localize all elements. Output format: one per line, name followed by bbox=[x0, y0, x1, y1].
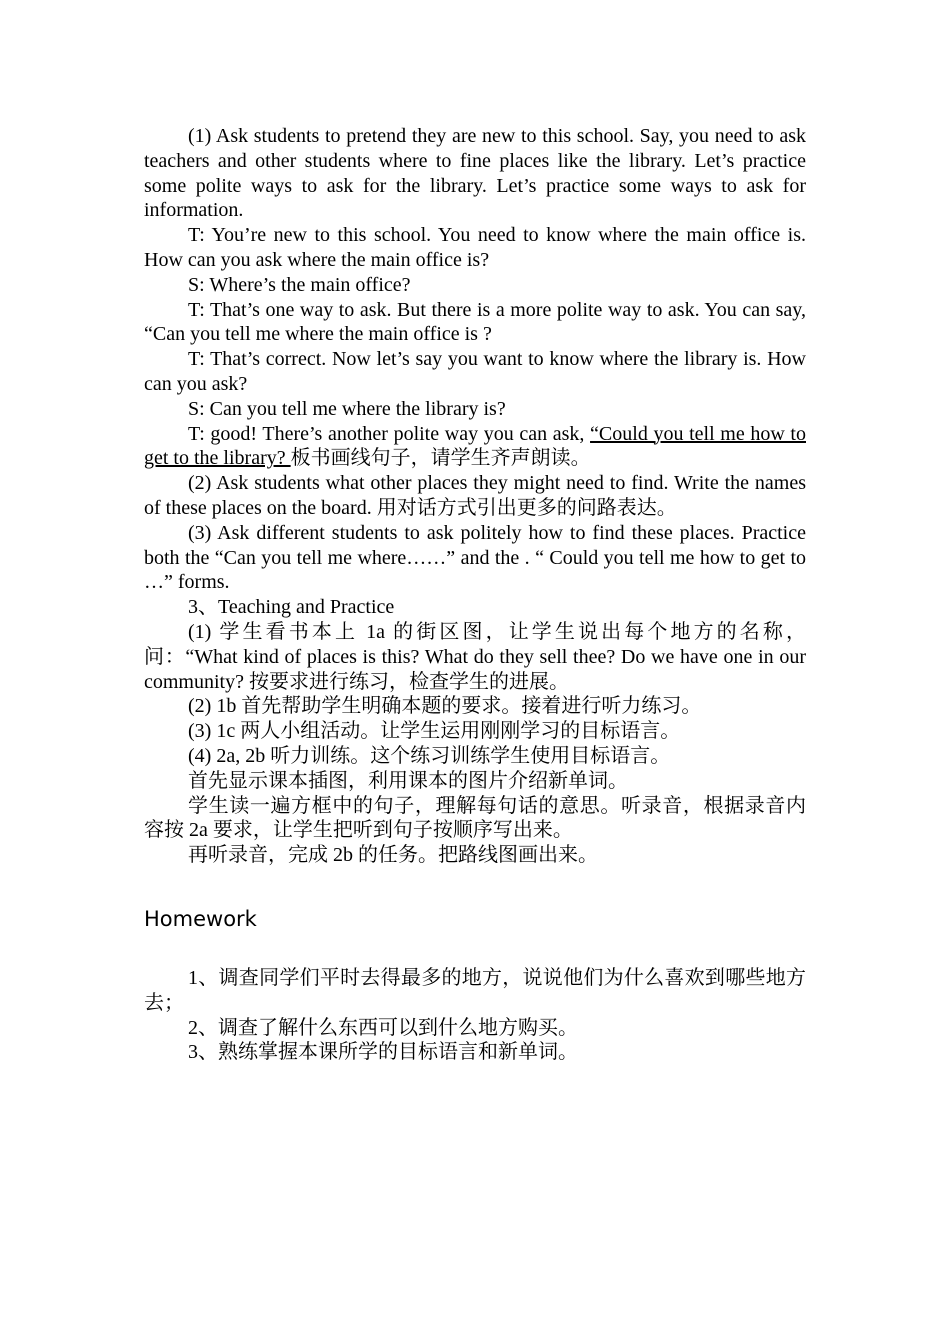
homework-item-3: 3、熟练掌握本课所学的目标语言和新单词。 bbox=[188, 1041, 578, 1064]
dialogue-teacher-another-way bbox=[144, 422, 806, 472]
dialogue-student-library: S: Can you tell me where the library is? bbox=[188, 397, 506, 420]
paragraph-1a-street-map: (1) 学生看书本上 1a 的街区图，让学生说出每个地方的名称，问：“What kind of places is this? What do they sell thee? Do we have one in our community? 按要求进行练习，检查学生的进展。 bbox=[144, 620, 806, 693]
dialogue-student-main-office: S: Where’s the main office? bbox=[188, 273, 411, 296]
underlined-sentence: “Could you tell me how to get to the library? bbox=[144, 422, 806, 470]
paragraph-other-places: (2) Ask students what other places they might need to find. Write the names of these places on the board. 用对话方式引出更多的问路表达。 bbox=[144, 472, 806, 519]
paragraph-ask-students: (1) Ask students to pretend they are new to this school. Say, you need to ask teachers and other students where to fine places like the library. Let’s practice some polite ways to ask for the library. Let’s practice some ways to ask for information. bbox=[144, 125, 806, 222]
paragraph-practice-forms: (3) Ask different students to ask politely how to find these places. Practice both the “Can you tell me where……” and the . “ Could you tell me how to get to …” forms. bbox=[144, 521, 806, 594]
homework-item-1: 1、调查同学们平时去得最多的地方，说说他们为什么喜欢到哪些地方去； bbox=[144, 966, 806, 1014]
paragraph-listen-again: 再听录音，完成 2b 的任务。把路线图画出来。 bbox=[188, 844, 598, 867]
dialogue-teacher-another-way-note: 板书画线句子，请学生齐声朗读。 bbox=[290, 447, 591, 470]
dialogue-teacher-polite-way: T: That’s one way to ask. But there is a more polite way to ask. You can say, “Can you tell me where the main office is ? bbox=[144, 298, 806, 346]
paragraph-2a-2b: (4) 2a, 2b 听力训练。这个练习训练学生使用目标语言。 bbox=[188, 744, 671, 767]
homework-heading: Homework bbox=[144, 906, 257, 931]
section-teaching-practice: 3、Teaching and Practice bbox=[188, 596, 395, 619]
dialogue-teacher-library: T: That’s correct. Now let’s say you want to know where the library is. How can you ask? bbox=[144, 348, 806, 395]
paragraph-1b: (2) 1b 首先帮助学生明确本题的要求。接着进行听力练习。 bbox=[188, 695, 702, 718]
paragraph-1c: (3) 1c 两人小组活动。让学生运用刚刚学习的目标语言。 bbox=[188, 720, 681, 743]
document-page bbox=[144, 124, 806, 1065]
paragraph-show-pictures: 首先显示课本插图，利用课本的图片介绍新单词。 bbox=[188, 769, 628, 792]
paragraph-read-sentences: 学生读一遍方框中的句子，理解每句话的意思。听录音，根据录音内容按 2a 要求，让学生把听到句子按顺序写出来。 bbox=[144, 794, 806, 842]
homework-item-2: 2、调查了解什么东西可以到什么地方购买。 bbox=[188, 1016, 578, 1039]
dialogue-teacher-another-way-start: T: good! There’s another polite way you can ask, bbox=[188, 422, 591, 445]
dialogue-teacher-main-office: T: You’re new to this school. You need to know where the main office is. How can you ask where the main office is? bbox=[144, 224, 806, 271]
